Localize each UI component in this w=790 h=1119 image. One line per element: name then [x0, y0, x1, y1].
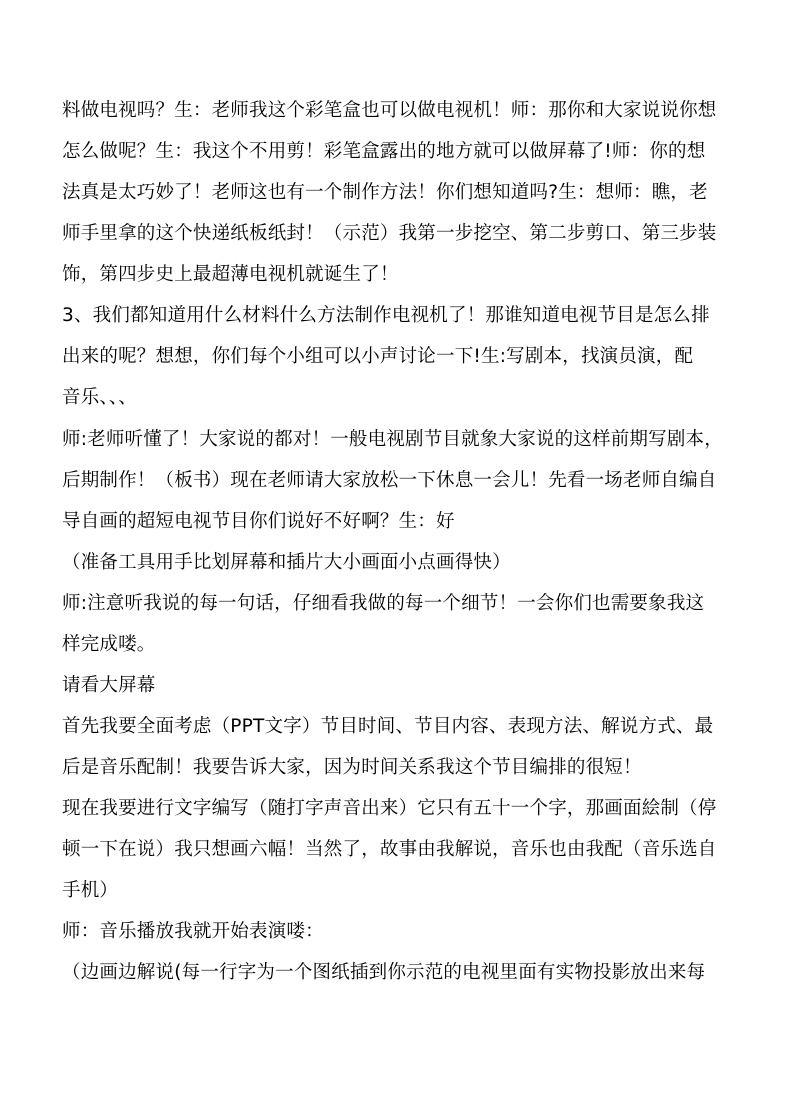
text-line: 出来的呢？想想，你们每个小组可以小声讨论一下!生:写剧本，找演员演，配 — [62, 346, 694, 367]
text-line: 导自画的超短电视节目你们说好不好啊？生：好 — [62, 511, 455, 532]
text-line: 请看大屏幕 — [62, 675, 156, 696]
text-line: 师:注意听我说的每一句话，仔细看我做的每一个细节！一会你们也需要象我这 — [62, 593, 705, 614]
text-line: 后是音乐配制！我要告诉大家，因为时间关系我这个节目编排的很短！ — [62, 757, 642, 778]
text-line: 师：音乐播放我就开始表演喽： — [62, 921, 324, 942]
text-line: 料做电视吗？生：老师我这个彩笔盒也可以做电视机！师：那你和大家说说你想 — [62, 100, 717, 121]
text-line: 手机） — [62, 880, 119, 901]
text-line: （准备工具用手比划屏幕和插片大小画面小点画得快） — [62, 552, 511, 573]
text-line: 饰，第四步史上最超薄电视机就诞生了！ — [62, 264, 399, 285]
text-line: 怎么做呢？生：我这个不用剪！彩笔盒露出的地方就可以做屏幕了!师：你的想 — [62, 141, 706, 162]
text-line: 首先我要全面考虑（PPT文字）节目时间、节目内容、表现方法、解说方式、最 — [62, 716, 714, 737]
text-line: （边画边解说(每一行字为一个图纸插到你示范的电视里面有实物投影放出来每 — [62, 962, 706, 983]
text-line: 法真是太巧妙了！老师这也有一个制作方法！你们想知道吗?生：想师：瞧，老 — [62, 182, 708, 203]
text-line: 样完成喽。 — [62, 634, 156, 655]
text-line: 现在我要进行文字编写（随打字声音出来）它只有五十一个字，那画面絵制（停 — [62, 798, 717, 819]
text-line: 后期制作！（板书）现在老师请大家放松一下休息一会儿！先看一场老师自编自 — [62, 470, 717, 491]
text-line: 顿一下在说）我只想画六幅！当然了，故事由我解说，音乐也由我配（音乐选自 — [62, 839, 717, 860]
text-line: 3、我们都知道用什么材料什么方法制作电视机了！那谁知道电视节目是怎么排 — [62, 305, 710, 326]
text-line: 师:老师听懂了！大家说的都对！一般电视剧节目就象大家说的这样前期写剧本， — [62, 429, 723, 450]
text-line: 音乐、、、 — [62, 387, 138, 408]
text-line: 师手里拿的这个快递纸板纸封！（示范）我第一步挖空、第二步剪口、第三步装 — [62, 223, 717, 244]
